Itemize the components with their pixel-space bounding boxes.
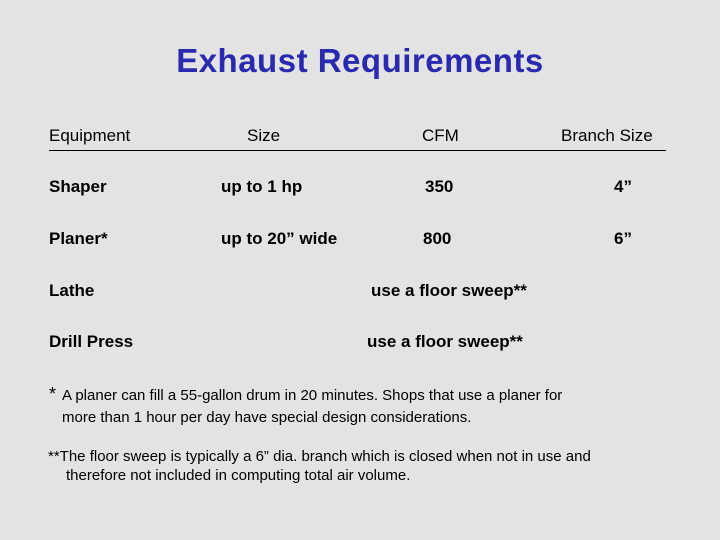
floor-sweep-note: use a floor sweep** — [371, 281, 527, 300]
branch-size-cell: 4” — [614, 177, 632, 196]
table-row — [49, 281, 666, 305]
header-cfm: CFM — [422, 126, 459, 145]
table-row — [49, 229, 666, 253]
cfm-cell: 350 — [425, 177, 454, 196]
equipment-cell: Shaper — [49, 177, 107, 196]
branch-size-cell: 6” — [614, 229, 632, 248]
equipment-cell: Drill Press — [49, 332, 134, 351]
cfm-cell: 800 — [423, 229, 452, 248]
header-equipment: Equipment — [49, 126, 131, 145]
slide-title: Exhaust Requirements — [176, 42, 544, 79]
table-header — [49, 124, 666, 151]
header-branch-size: Branch Size — [561, 126, 653, 145]
footnote-planer-line2: more than 1 hour per day have special design considerations. — [62, 409, 472, 426]
floor-sweep-note: use a floor sweep** — [367, 332, 523, 351]
header-size: Size — [247, 126, 281, 145]
footnote-planer-line1: A planer can fill a 55-gallon drum in 20 minutes. Shops that use a planer for — [62, 387, 563, 404]
size-cell: up to 20” wide — [221, 229, 338, 248]
size-cell: up to 1 hp — [221, 177, 303, 196]
footnote-sweep-line2: therefore not included in computing total air volume. — [66, 467, 411, 484]
footnote-sweep-line1: **The floor sweep is typically a 6” dia. branch which is closed when not in use and — [48, 448, 591, 465]
footnote-marker: * — [49, 384, 57, 404]
equipment-cell: Planer* — [49, 229, 108, 248]
table-row — [49, 177, 666, 201]
table-row — [49, 332, 666, 356]
equipment-cell: Lathe — [49, 281, 95, 300]
